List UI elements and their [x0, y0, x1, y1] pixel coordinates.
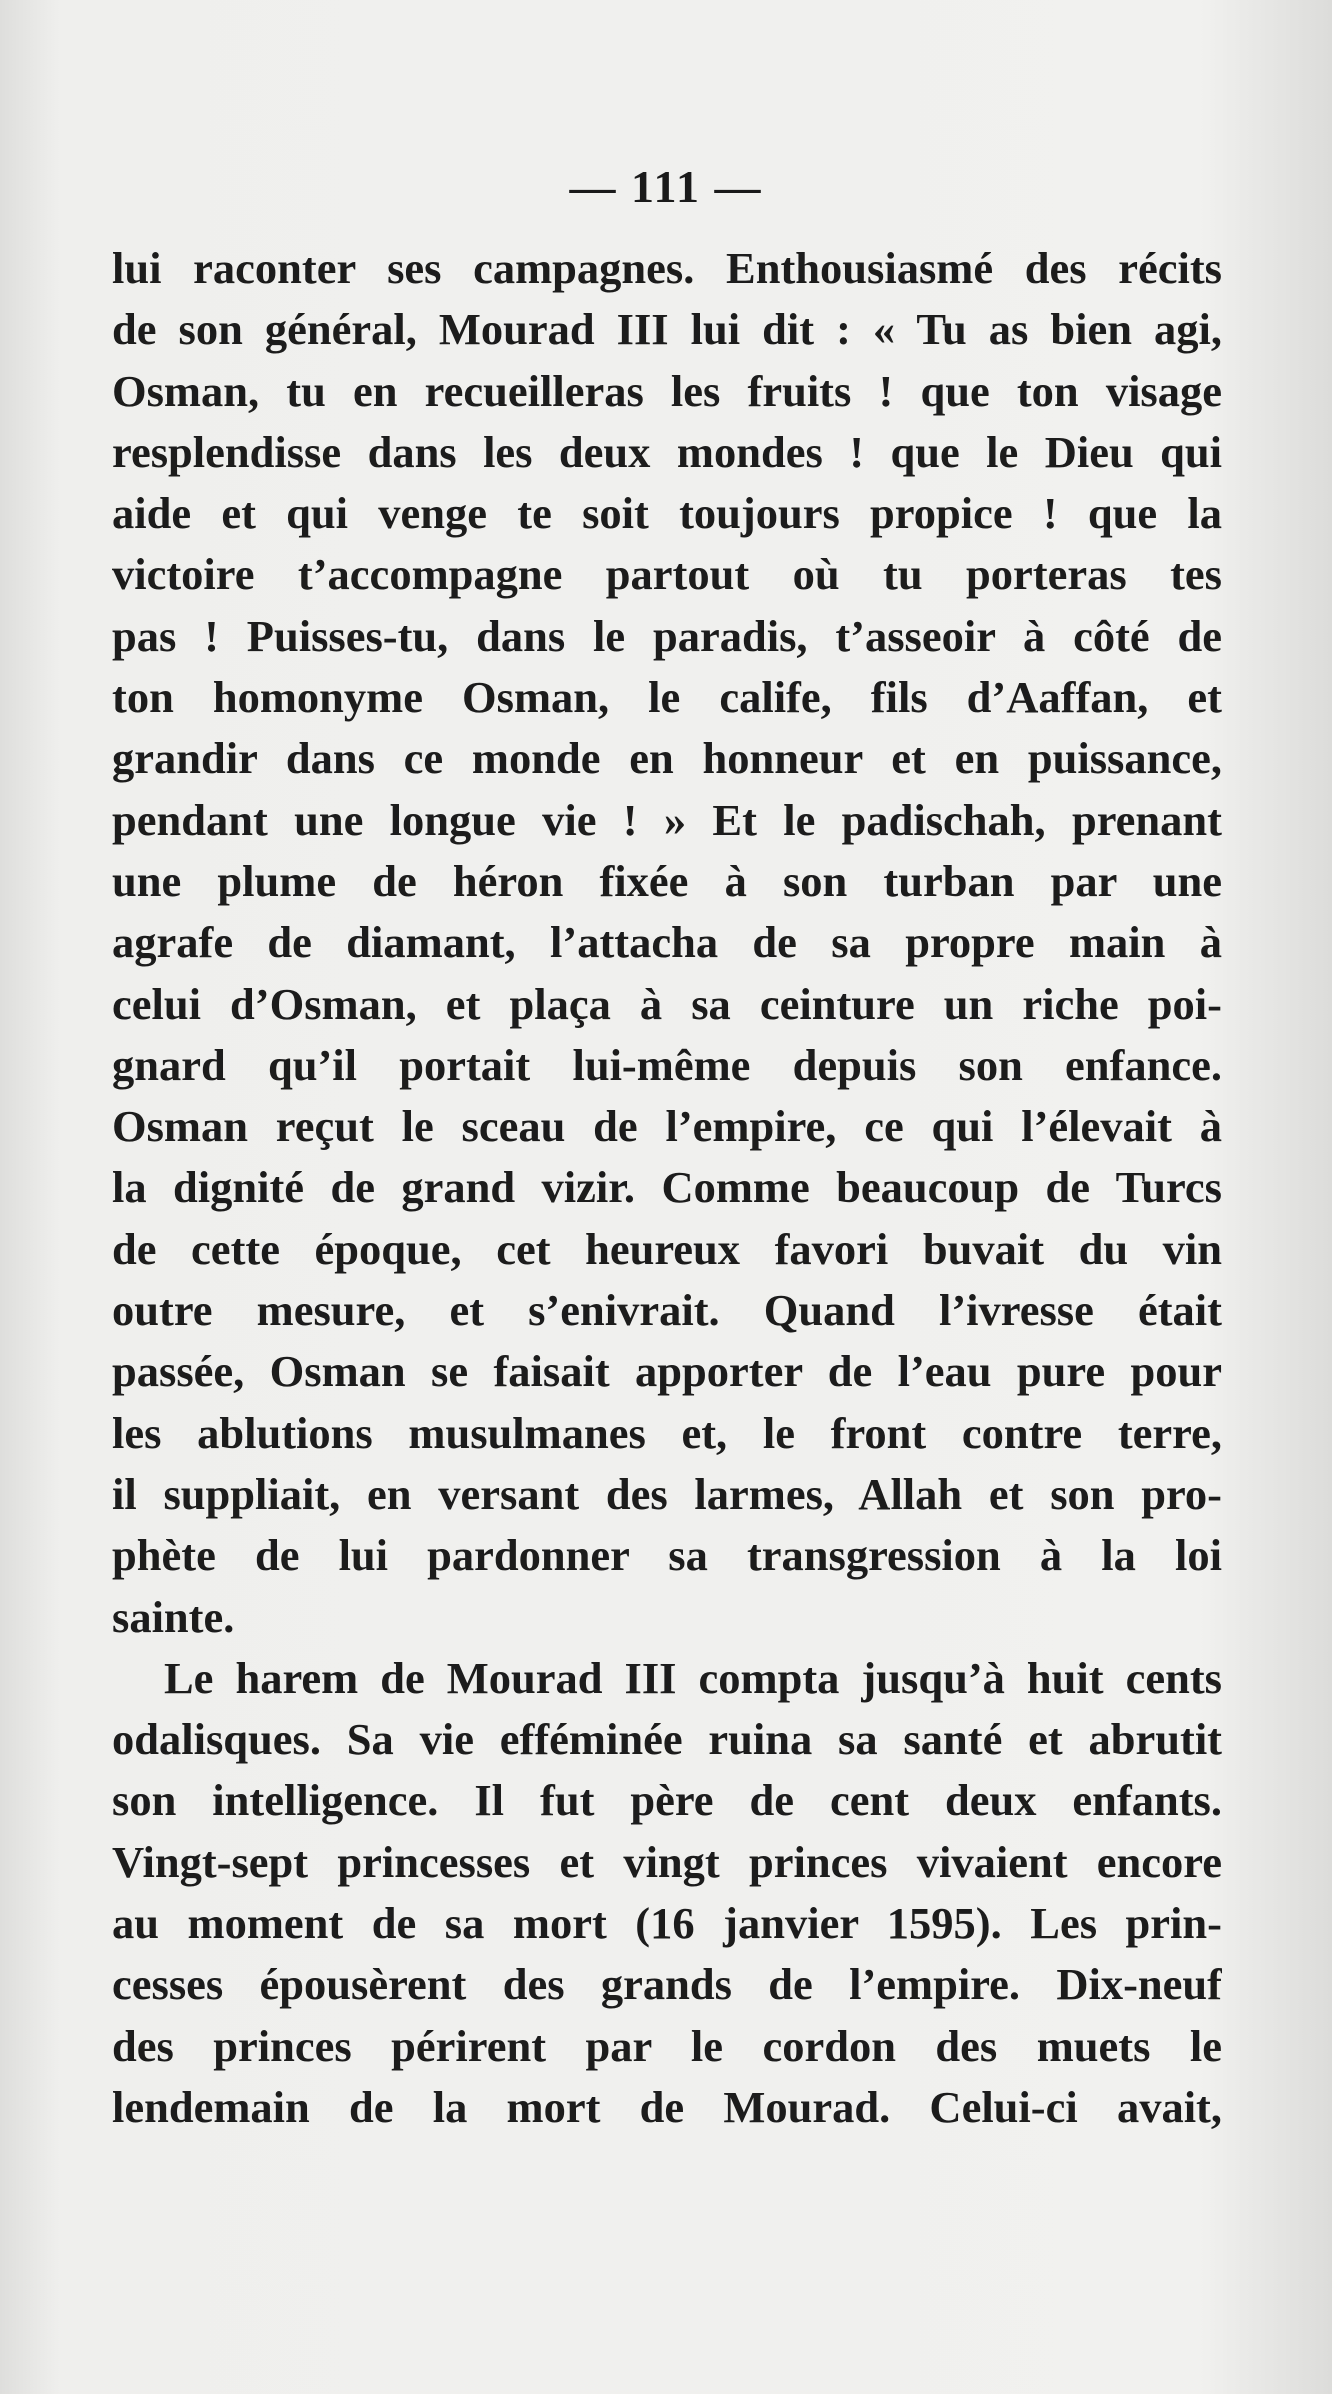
- text-line: gnard qu’il portait lui-même depuis son enfance.: [112, 1039, 1222, 1090]
- text-line: de son général, Mourad III lui dit : « Tu as bien agi,: [112, 304, 1222, 355]
- text-line: phète de lui pardonner sa transgression à la loi: [112, 1530, 1222, 1581]
- body-text: [112, 238, 1222, 2138]
- text-line: la dignité de grand vizir. Comme beaucoup de Turcs: [112, 1162, 1222, 1213]
- text-line: grandir dans ce monde en honneur et en puissance,: [112, 733, 1222, 784]
- text-line: resplendisse dans les deux mondes ! que le Dieu qui: [112, 426, 1222, 477]
- text-line: des princes périrent par le cordon des muets le: [112, 2020, 1222, 2071]
- text-line: sainte.: [112, 1591, 235, 1642]
- text-line: cesses épousèrent des grands de l’empire. Dix-neuf: [112, 1959, 1222, 2010]
- text-line: victoire t’accompagne partout où tu porteras tes: [112, 549, 1222, 600]
- text-line: Osman reçut le sceau de l’empire, ce qui l’élevait à: [112, 1101, 1222, 1152]
- text-line: aide et qui venge te soit toujours propice ! que la: [112, 488, 1222, 539]
- text-line: il suppliait, en versant des larmes, Allah et son pro-: [112, 1468, 1222, 1519]
- text-line: pas ! Puisses-tu, dans le paradis, t’asseoir à côté de: [112, 610, 1222, 661]
- text-line: outre mesure, et s’enivrait. Quand l’ivresse était: [112, 1285, 1222, 1336]
- text-line: une plume de héron fixée à son turban par une: [112, 855, 1222, 906]
- text-line: agrafe de diamant, l’attacha de sa propre main à: [112, 917, 1222, 968]
- text-line: pendant une longue vie ! » Et le padischah, prenant: [112, 794, 1222, 845]
- text-line: passée, Osman se faisait apporter de l’eau pure pour: [112, 1346, 1222, 1397]
- text-line: lendemain de la mort de Mourad. Celui-ci avait,: [112, 2081, 1222, 2132]
- text-line: au moment de sa mort (16 janvier 1595). Les prin-: [112, 1898, 1222, 1949]
- text-line: odalisques. Sa vie efféminée ruina sa santé et abrutit: [112, 1714, 1222, 1765]
- text-line: les ablutions musulmanes et, le front contre terre,: [112, 1407, 1222, 1458]
- text-line: celui d’Osman, et plaça à sa ceinture un riche poi-: [112, 978, 1222, 1029]
- text-line: Osman, tu en recueilleras les fruits ! que ton visage: [112, 365, 1222, 416]
- page-number: — 111 —: [569, 161, 763, 212]
- text-line: lui raconter ses campagnes. Enthousiasmé des récits: [112, 243, 1222, 293]
- text-line: de cette époque, cet heureux favori buvait du vin: [112, 1223, 1222, 1274]
- text-line: son intelligence. Il fut père de cent deux enfants.: [112, 1775, 1222, 1826]
- text-line: Le harem de Mourad III compta jusqu’à huit cents: [164, 1652, 1222, 1703]
- text-line: ton homonyme Osman, le calife, fils d’Aaffan, et: [112, 672, 1222, 723]
- text-line: Vingt-sept princesses et vingt princes vivaient encore: [112, 1836, 1222, 1887]
